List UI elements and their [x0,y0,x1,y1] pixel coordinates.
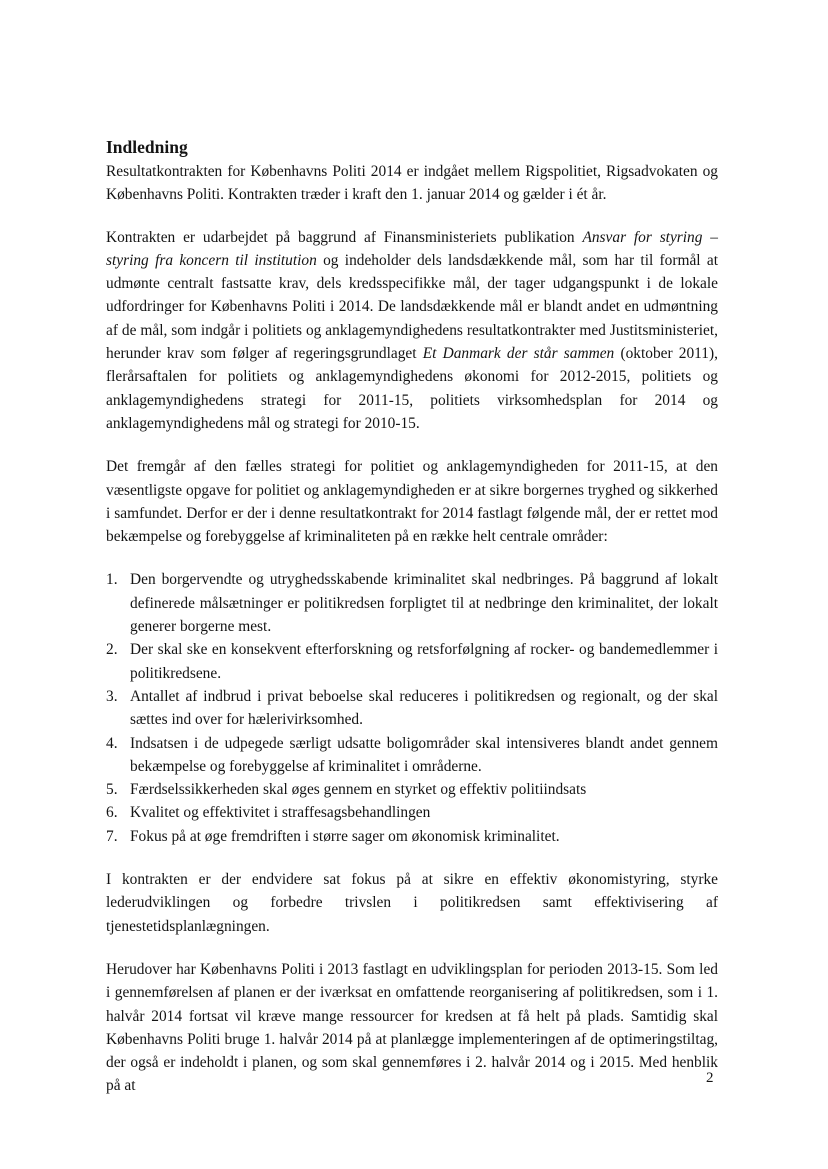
background-text-a: Kontrakten er udarbejdet på baggrund af Finansministeriets publikation [106,228,583,246]
development-plan-text: Herudover har Københavns Politi i 2013 fastlagt en udviklingsplan for perioden 2013-15. Som led i gennemførelsen af planen er der iværksat en omfattende reorganisering af politikredsen, som i 1. halvår 2014 fortsat vil kræve mange ressourcer for kredsen at få helt på plads. Samtidig skal Københavns Politi bruge 1. halvår 2014 på at planlægge implementeringen af de optimeringstiltag, der også er indeholdt i planen, og som skal gennemføres i 2. halvår 2014 og i 2015. Med henblik på at [106,960,718,1095]
list-item [106,732,718,779]
list-item-text: Kvalitet og effektivitet i straffesagsbehandlingen [130,804,431,822]
list-item-number: 1. [106,571,118,589]
intro-paragraph [106,160,718,207]
publication-title: Ansvar for styring – styring fra koncern til institution [106,228,718,269]
list-item-text: Den borgervendte og utryghedsskabende kriminalitet skal nedbringes. På baggrund af lokalt definerede målsætninger er politikredsen forpligtet til at nedbringe den kriminalitet, der lokalt generer borgerne mest. [130,571,718,636]
intro-paragraph-text: Resultatkontrakten for Københavns Politi 2014 er indgået mellem Rigspolitiet, Rigsadvokaten og Københavns Politi. Kontrakten træder i kraft den 1. januar 2014 og gælder i ét år. [106,163,718,204]
background-text-c: (oktober 2011), flerårsaftalen for politiets og anklagemyndighedens økonomi for 2012-2015, politiets og anklagemyndighedens strategi for 2011-15, politiets virksomhedsplan for 2014 og anklagemyndighedens mål og strategi for 2010-15. [106,345,718,432]
goals-list [106,568,718,848]
section-heading: Indledning [106,137,188,157]
strategy-paragraph-text: Det fremgår af den fælles strategi for politiet og anklagemyndigheden for 2011-15, at den væsentligste opgave for politiet og anklagemyndigheden er at sikre borgernes tryghed og sikkerhed i samfundet. Derfor er der i denne resultatkontrakt for 2014 fastlagt følgende mål, der er rettet mod bekæmpelse og forebyggelse af kriminaliteten på en række helt centrale områder: [106,458,718,546]
list-item-text: Indsatsen i de udpegede særligt udsatte boligområder skal intensiveres blandt andet gennem bekæmpelse og forebyggelse af kriminalitet i områderne. [130,734,718,775]
list-item [106,685,718,732]
background-paragraph [106,226,718,436]
list-item-number: 6. [106,804,118,822]
list-item [106,825,718,848]
page-number: 2 [706,1070,714,1086]
focus-paragraph-text: I kontrakten er der endvidere sat fokus på at sikre en effektiv økonomistyring, styrke lederudviklingen og forbedre trivslen i politikredsen samt effektivisering af tjenestetidsplanlægningen. [106,871,718,935]
background-text-b: og indeholder dels landsdækkende mål, som har til formål at udmønte centralt fastsatte krav, dels kredsspecifikke mål, der tager udgangspunkt i de lokale udfordringer for Københavns Politi i 2014. De landsdækkende mål er blandt andet en udmøntning af de mål, som indgår i politiets og anklagemyndighedens resultatkontrakter med Justitsministeriet, herunder krav som følger af regeringsgrundlaget [106,251,718,363]
development-plan-paragraph [106,958,718,1098]
list-item-text: Der skal ske en konsekvent efterforskning og retsforfølgning af rocker- og bandemedlemmer i politikredsene. [130,641,718,682]
list-item-number: 5. [106,781,118,799]
page-content [106,135,718,1118]
list-item [106,778,718,801]
list-item-text: Antallet af indbrud i privat beboelse skal reduceres i politikredsen og regionalt, og der skal sættes ind over for hælerivirksomhed. [130,687,718,729]
list-item [106,801,718,824]
list-item-text: Fokus på at øge fremdriften i større sager om økonomisk kriminalitet. [130,827,560,845]
list-item [106,638,718,685]
strategy-paragraph [106,455,718,548]
list-item-number: 7. [106,827,118,845]
list-item-number: 2. [106,641,118,659]
list-item-number: 4. [106,734,118,752]
list-item-number: 3. [106,687,118,705]
focus-paragraph [106,868,718,938]
list-item-text: Færdselssikkerheden skal øges gennem en styrket og effektiv politiindsats [130,781,587,799]
government-platform-title: Et Danmark der står sammen [422,345,615,363]
list-item [106,568,718,638]
